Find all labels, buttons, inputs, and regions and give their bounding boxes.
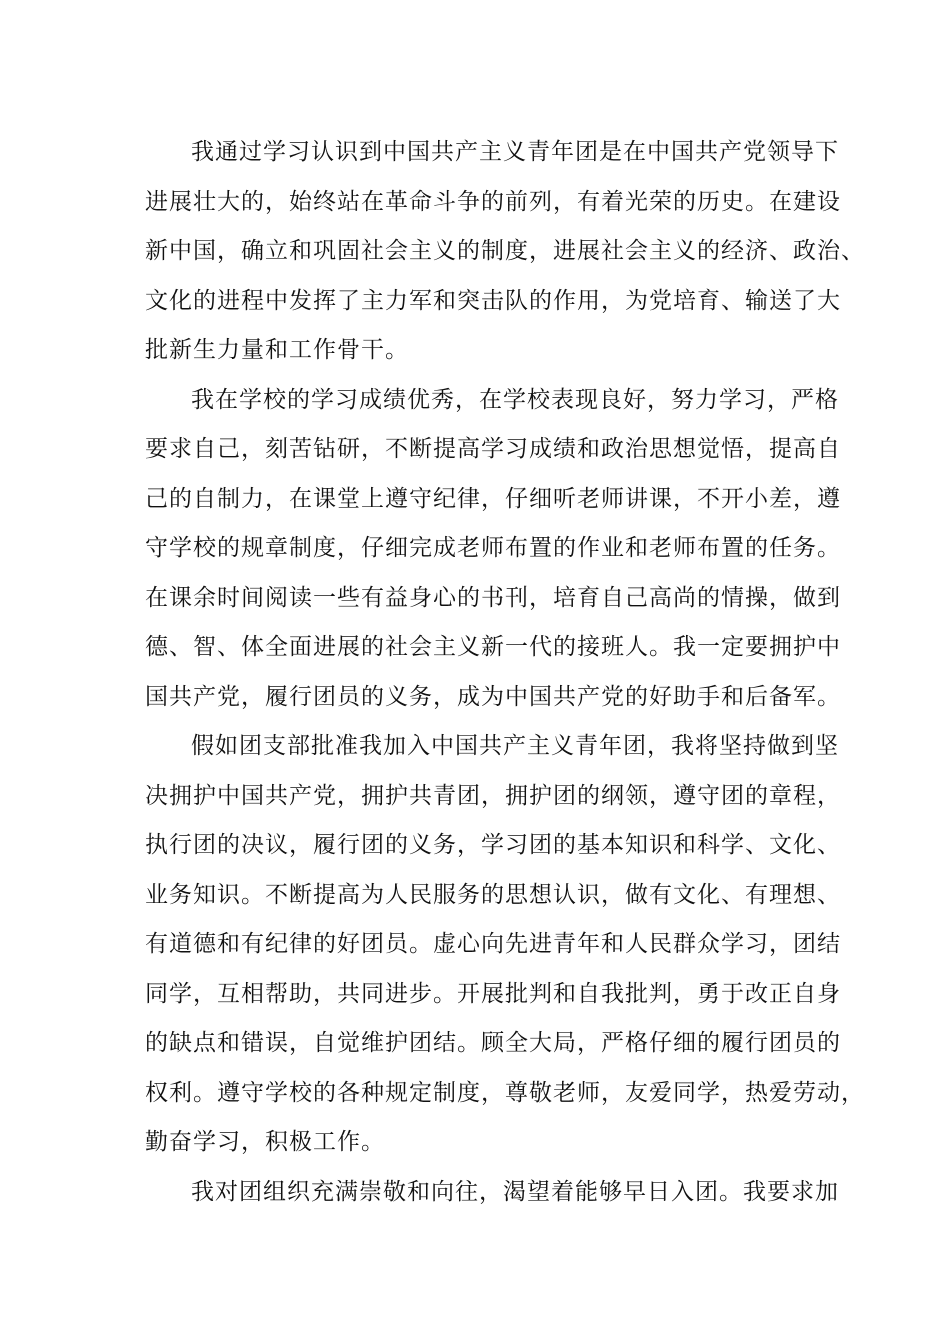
text-line: 文化的进程中发挥了主力军和突击队的作用，为党培育、输送了大: [145, 287, 841, 314]
text-line: 勤奋学习，积极工作。: [145, 1129, 385, 1155]
text-line: 进展壮大的，始终站在革命斗争的前列，有着光荣的历史。在建设: [145, 188, 841, 215]
text-line: 我对团组织充满崇敬和向往，渴望着能够早日入团。我要求加: [191, 1178, 839, 1205]
text-line: 要求自己，刻苦钻研，不断提高学习成绩和政治思想觉悟，提高自: [145, 436, 841, 462]
text-line: 国共产党，履行团员的义务，成为中国共产党的好助手和后备军。: [145, 683, 841, 710]
text-line: 有道德和有纪律的好团员。虚心向先进青年和人民群众学习，团结: [145, 931, 841, 957]
paragraph-3: [145, 722, 865, 1168]
document-body: [145, 128, 865, 1217]
text-line: 我通过学习认识到中国共产主义青年团是在中国共产党领导下: [191, 139, 839, 165]
text-line: 同学，互相帮助，共同进步。开展批判和自我批判，勇于改正自身: [145, 980, 841, 1007]
text-line: 我在学校的学习成绩优秀，在学校表现良好，努力学习，严格: [191, 386, 839, 413]
text-line: 权利。遵守学校的各种规定制度，尊敬老师，友爱同学，热爱劳动，: [145, 1079, 865, 1106]
text-line: 批新生力量和工作骨干。: [145, 337, 409, 363]
text-line: 假如团支部批准我加入中国共产主义青年团，我将坚持做到坚: [191, 733, 839, 759]
text-line: 守学校的规章制度，仔细完成老师布置的作业和老师布置的任务。: [145, 535, 841, 561]
paragraph-2: [145, 376, 841, 723]
text-line: 德、智、体全面进展的社会主义新一代的接班人。我一定要拥护中: [145, 634, 841, 660]
text-line: 己的自制力，在课堂上遵守纪律，仔细听老师讲课，不开小差，遵: [145, 485, 841, 512]
text-line: 的缺点和错误，自觉维护团结。顾全大局，严格仔细的履行团员的: [145, 1030, 841, 1056]
text-line: 在课余时间阅读一些有益身心的书刊，培育自己高尚的情操，做到: [145, 584, 841, 611]
text-line: 业务知识。不断提高为人民服务的思想认识，做有文化、有理想、: [145, 881, 841, 908]
paragraph-4: [145, 1168, 839, 1218]
paragraph-1: [145, 128, 865, 376]
text-line: 决拥护中国共产党，拥护共青团，拥护团的纲领，遵守团的章程，: [145, 782, 841, 809]
text-line: 执行团的决议，履行团的义务，学习团的基本知识和科学、文化、: [145, 832, 841, 858]
text-line: 新中国，确立和巩固社会主义的制度，进展社会主义的经济、政治、: [145, 238, 865, 264]
